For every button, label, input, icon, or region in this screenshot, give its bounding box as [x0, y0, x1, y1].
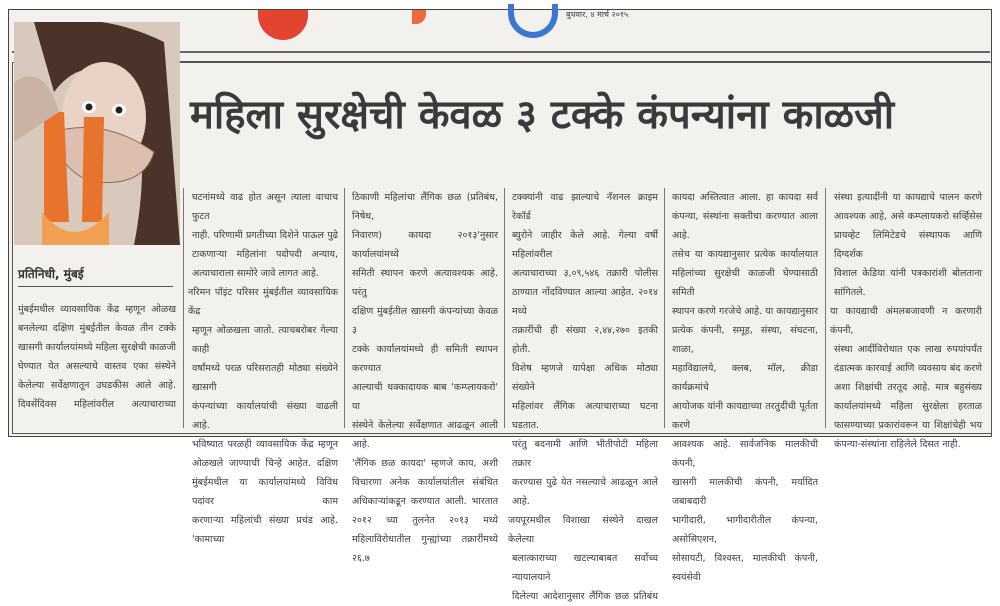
- article-text-line: भागीदारी, भागीदारीतील कंपन्या, असोसिएशन,: [672, 515, 818, 545]
- article-text-line: दिलेल्या आदेशानुसार लैंगिक छळ प्रतिबंध: [512, 591, 658, 602]
- column-divider: [504, 188, 505, 428]
- article-text-line: कायदा अस्तित्वात आला. हा कायदा सर्व: [672, 192, 818, 203]
- article-text-line: या कायद्याची अंमलबजावणी न करणारी कंपनी,: [830, 306, 982, 336]
- article-text-line: कार्यालयांमध्ये महिला सुरक्षेला हरताळ: [834, 401, 982, 412]
- article-text-line: निवारण) कायदा २०१३'नुसार कार्यालयांमध्ये: [352, 230, 498, 260]
- article-text-line: विचारणा अनेक कार्यालयांतील संबंधित: [352, 477, 498, 488]
- article-text-line: करणाऱ्या महिलांची संख्या प्रचंड आहे. 'कामाच्या: [192, 515, 338, 545]
- article-text-line: आयोजक यांनी कायद्याच्या तरतुदींची पूर्तता करणे: [672, 401, 818, 431]
- article-column-2: [188, 188, 338, 549]
- article-text-line: नाही. परिणामी प्रगतीच्या दिशेने पाऊल पुढे: [192, 230, 338, 241]
- article-text-line: मुंबईमधील या कार्यालयांमध्ये विविध पदांवर काम: [192, 477, 338, 507]
- article-text-line: महिलांवर लैंगिक अत्याचाराच्या घटना घडतात.: [512, 401, 658, 431]
- article-text-line: ठिकाणी महिलांचा लैंगिक छळ (प्रतिबंध, निषेध,: [352, 192, 498, 222]
- article-text-line: नरिमन पॉइंट परिसर मुंबईतील व्यावसायिक केंद्र: [188, 287, 338, 317]
- article-text-line: अत्याचाराच्या ३,०९,५४६ तक्रारी पोलीस: [512, 268, 658, 279]
- article-text-line: संस्थेने केलेल्या सर्वेक्षणात आढळून आली आहे.: [352, 420, 498, 450]
- column-divider: [825, 188, 826, 428]
- article-text-line: तसेच या कायद्यानुसार प्रत्येक कार्यालयात: [672, 249, 818, 260]
- article-text-line: संस्था आदींविरोधात एक लाख रुपयांपर्यंत: [834, 344, 982, 355]
- article-text-line: ठाण्यात नोंदविण्यात आल्या आहेत. २०१४ मध्ये: [512, 287, 658, 317]
- issue-date: बुधवार, ४ मार्च २०१५: [566, 10, 629, 19]
- article-column-3: [352, 188, 498, 568]
- article-text-line: दक्षिण मुंबईतील खासगी कंपन्यांच्या केवळ ३: [352, 306, 498, 336]
- article-text-line: फासण्याच्या प्रकारांवरून या शिक्षांचेही भय: [834, 420, 982, 431]
- article-text-line: आल्याची धक्कादायक बाब 'कम्प्लायकरो' या: [352, 382, 498, 412]
- article-text-line: अधिकाऱ्यांकडून करण्यात आली. भारतात: [352, 496, 498, 507]
- article-text-line: सोसायटी, विश्वस्त, मालकीची कंपनी, स्वयंसेवी: [672, 553, 818, 583]
- article-text-line: खासगी कार्यालयांमध्ये महिला सुरक्षेची काळजी: [18, 342, 176, 353]
- article-illustration: [14, 22, 180, 245]
- article-text-line: टाकणाऱ्या महिलांना पदोपदी अन्याय,: [192, 249, 338, 260]
- article-text-line: टक्क्यांनी वाढ झाल्याचे नॅशनल क्राइम रेकॉर्ड: [512, 192, 658, 222]
- headline: महिला सुरक्षेची केवळ ३ टक्के कंपन्यांना काळजी: [190, 92, 895, 138]
- article-text-line: घटनांमध्ये वाढ होत असून त्याला वाचाच फुटत: [192, 192, 338, 222]
- article-text-line: केलेल्या सर्वेक्षणातून उघडकीस आले आहे.: [18, 380, 176, 391]
- column-divider: [183, 188, 184, 428]
- article-text-line: मुंबईमधील व्यावसायिक केंद्र म्हणून ओळख: [18, 304, 176, 315]
- article-text-line: विशाल केडिया यांनी पत्रकारांशी बोलताना: [834, 268, 982, 279]
- article-text-line: खासगी मालकीची कंपनी, मर्यादित जबाबदारी: [672, 477, 818, 507]
- article-text-line: प्रायव्हेट लिमिटेडचे संस्थापक आणि दिग्दर्शक: [834, 230, 982, 260]
- article-text-line: कंपन्या, संस्थांना सक्तीचा करण्यात आला आहे.: [672, 211, 818, 241]
- article-text-line: करण्यास पुढे येत नसल्याचे आढळून आले आहे.: [512, 477, 658, 507]
- article-text-line: महिलांच्या सुरक्षेची काळजी घेण्यासाठी समिती: [672, 268, 818, 298]
- article-text-line: वर्षांमध्ये परळ परिसरातही मोठ्या संख्येने खासगी: [192, 363, 338, 393]
- article-text-line: बनलेल्या दक्षिण मुंबईतील केवळ तीन टक्के: [18, 323, 176, 334]
- article-text-line: स्थापन करणे गरजेचे आहे. या कायद्यानुसार: [672, 306, 818, 317]
- article-text-line: संस्था इत्यादींनी या कायद्याचे पालन करणे: [834, 192, 982, 203]
- article-column-6: [830, 188, 982, 454]
- article-text-line: परंतु बदनामी आणि भीतीपोटी महिला तक्रार: [512, 439, 658, 469]
- article-text-line: महिलाविरोधातील गुन्ह्यांच्या तक्रारींमध्ये २६.७: [352, 534, 498, 564]
- article-text-line: तक्रारींची ही संख्या २,४४,२७० इतकी होती.: [512, 325, 658, 355]
- article-text-line: घेण्यात येत असल्याचे वास्तव एका संस्थेने: [18, 361, 176, 372]
- article-text-line: समिती स्थापन करणे अत्यावश्यक आहे. परंतु: [352, 268, 498, 298]
- article-text-line: कंपन्यांच्या कार्यालयांची संख्या वाढली आहे.: [192, 401, 338, 431]
- article-text-line: आवश्यक आहे. सार्वजनिक मालकीची कंपनी,: [672, 439, 818, 469]
- article-column-4: [508, 188, 658, 606]
- article-text-line: म्हणून ओळखला जातो. त्याचबरोबर गेल्या काही: [192, 325, 338, 355]
- article-text-line: ओळखले जाण्याची चिन्हे आहेत. दक्षिण: [192, 458, 338, 469]
- article-text-line: विशेष म्हणजे यापेक्षा अधिक मोठ्या संख्येने: [512, 363, 658, 393]
- article-text-line: टक्के कार्यालयांमध्ये ही समिती स्थापन करण्यात: [352, 344, 498, 374]
- article-text-line: दिवसेंदिवस महिलांवरील अत्याचाराच्या: [18, 399, 176, 410]
- column-divider: [344, 188, 345, 428]
- article-text-line: २०१२ च्या तुलनेत २०१३ मध्ये: [352, 515, 498, 526]
- article-text-line: आवश्यक आहे, असे कम्प्लायकरो सर्व्हिसेस: [834, 211, 982, 222]
- article-text-line: जयपूरमधील विशाखा संस्थेने दाखल केलेल्या: [508, 515, 658, 545]
- byline: प्रतिनिधी, मुंबई: [18, 265, 173, 287]
- article-text-line: अत्याचाराला सामोरे जावे लागत आहे.: [192, 268, 319, 279]
- article-text-line: अशा शिक्षांची तरतूद आहे. मात्र बहुसंख्य: [834, 382, 982, 393]
- article-text-line: 'लैंगिक छळ कायदा' म्हणजे काय, अशी: [352, 458, 498, 469]
- article-text-line: प्रत्येक कंपनी, समूह, संस्था, संघटना, शाळा,: [672, 325, 818, 355]
- article-text-line: दंडात्मक कारवाई आणि व्यवसाय बंद करणे: [834, 363, 982, 374]
- article-text-line: महाविद्यालये, क्लब, मॉल, क्रीडा कार्यक्रमांचे: [672, 363, 818, 393]
- article-text-line: ब्युरोने जाहीर केले आहे. गेल्या वर्षी महिलांवरील: [512, 230, 658, 260]
- article-text-line: बलात्काराच्या खटल्याबाबत सर्वोच्च न्यायालयाने: [512, 553, 658, 583]
- article-text-line: भविष्यात परळही व्यावसायिक केंद्र म्हणून: [192, 439, 338, 450]
- article-column-5: [672, 188, 818, 587]
- article-text-line: सांगितले.: [834, 287, 866, 298]
- article-column-1: [18, 300, 176, 414]
- column-divider: [664, 188, 665, 428]
- article-text-line: कंपन्या-संस्थांना राहिलेले दिसत नाही.: [834, 439, 961, 450]
